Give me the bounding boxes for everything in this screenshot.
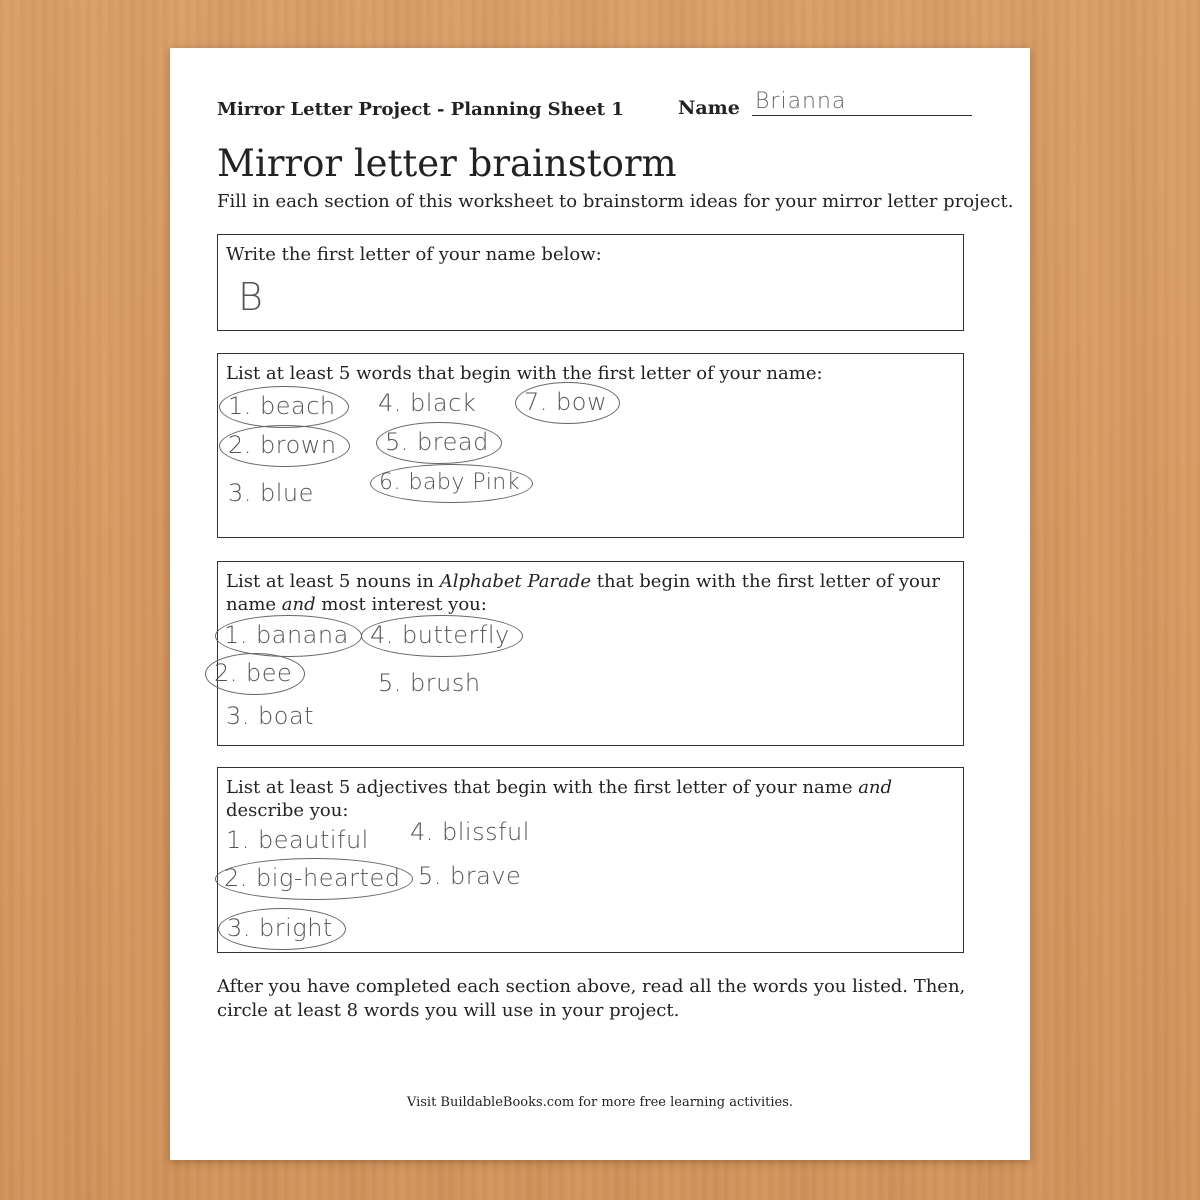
footer-link-text: Visit BuildableBooks.com for more free learning activities. xyxy=(406,1095,794,1110)
list-item: 5. bread xyxy=(376,422,502,464)
first-letter-prompt: Write the first letter of your name below: xyxy=(226,244,602,265)
list-item: 6. baby Pink xyxy=(370,464,533,503)
nouns-prompt: List at least 5 nouns in Alphabet Parade that begin with the first letter of your name and most interest you: xyxy=(226,571,941,615)
name-underline xyxy=(752,115,972,116)
list-item: 2. brown xyxy=(219,425,350,467)
list-item: 5. brush xyxy=(378,669,481,697)
adjectives-box[interactable] xyxy=(217,767,964,953)
nouns-box[interactable] xyxy=(214,561,964,746)
first-letter-answer: B xyxy=(238,275,264,319)
list-item: 5. brave xyxy=(418,862,522,890)
list-item: 3. blue xyxy=(228,479,314,507)
list-item: 2. bee xyxy=(205,653,305,695)
name-label: Name xyxy=(678,97,740,119)
worksheet-page xyxy=(170,48,1030,1160)
list-item: 4. butterfly xyxy=(361,615,523,657)
list-item: 3. boat xyxy=(226,702,315,730)
words-prompt: List at least 5 words that begin with the first letter of your name: xyxy=(226,363,823,384)
list-item: 7. bow xyxy=(515,382,620,424)
intro-text: Fill in each section of this worksheet to brainstorm ideas for your mirror letter project. xyxy=(217,191,1014,212)
list-item: 1. beach xyxy=(219,386,349,428)
list-item: 4. blissful xyxy=(410,818,530,846)
page-title: Mirror letter brainstorm xyxy=(217,142,677,185)
list-item: 2. big-hearted xyxy=(215,858,413,900)
closing-instructions: After you have completed each section above, read all the words you listed. Then, circle at least 8 words you will use in your project. xyxy=(217,976,966,1021)
list-item: 1. beautiful xyxy=(226,826,369,854)
words-box[interactable] xyxy=(217,353,964,538)
list-item: 1. banana xyxy=(215,615,362,657)
sheet-title: Mirror Letter Project - Planning Sheet 1 xyxy=(217,99,624,120)
list-item: 4. black xyxy=(378,389,477,417)
adjectives-prompt: List at least 5 adjectives that begin with the first letter of your name and describe you: xyxy=(226,777,893,821)
list-item: 3. bright xyxy=(218,908,346,950)
name-value[interactable]: Brianna xyxy=(755,89,847,114)
first-letter-box[interactable] xyxy=(217,234,964,331)
